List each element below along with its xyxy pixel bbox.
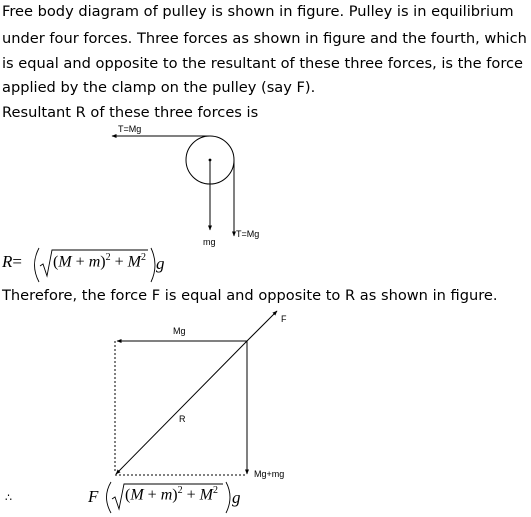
equation-resultant-g: g xyxy=(156,254,165,273)
label-tension-left: T=Mg xyxy=(118,124,142,134)
label-weight: mg xyxy=(203,237,216,247)
intro-line-4: applied by the clamp on the pulley (say F). xyxy=(2,79,316,96)
intro-line-3: is equal and opposite to the resultant of these three forces, is the force xyxy=(2,55,524,72)
label-mg-top: Mg xyxy=(173,326,186,336)
equation-force-g: g xyxy=(232,488,241,507)
eq-r-lhs: R xyxy=(2,252,13,271)
intro-line-5: Resultant R of these three forces is xyxy=(2,104,259,121)
equation-resultant-radicand: $(M + m)^2 + M^2$ xyxy=(53,252,146,271)
label-mg-plus-mg: Mg+mg xyxy=(254,469,285,479)
intro-line-2: under four forces. Three forces as shown in figure and the fourth, which xyxy=(2,30,527,47)
equation-force-lhs: F xyxy=(88,487,99,506)
label-r: R xyxy=(179,414,186,424)
conclusion-line: Therefore, the force F is equal and opposite to R as shown in figure. xyxy=(2,287,498,304)
label-tension-down: T=Mg xyxy=(236,229,260,239)
therefore-symbol: ∴ xyxy=(5,492,12,504)
equation-resultant: R= xyxy=(2,252,22,271)
label-f: F xyxy=(281,314,287,324)
equation-force-radicand: $(M + m)^2 + M^2$ xyxy=(125,485,218,504)
intro-line-1: Free body diagram of pulley is shown in figure. Pulley is in equilibrium xyxy=(2,3,514,20)
